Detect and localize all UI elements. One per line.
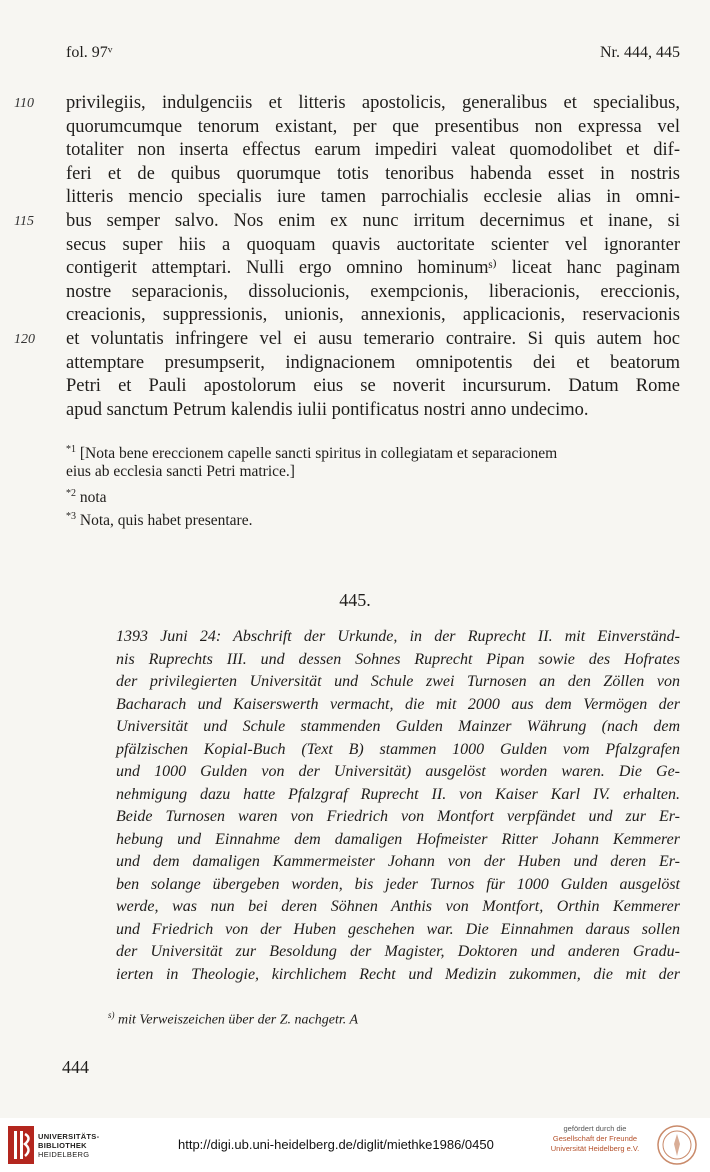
apparatus-text: mit Verweiszeichen über der Z. nachgetr. A xyxy=(118,1012,359,1028)
seal-icon xyxy=(656,1124,698,1166)
footnote-text: nota xyxy=(79,489,107,507)
footnote-mark: *3 xyxy=(66,511,76,522)
regest-line: Beide Turnosen waren von Friedrich von Montfort verpfändet und zur Er- xyxy=(116,808,680,825)
apparatus-mark: s) xyxy=(108,1010,115,1020)
regest-line: pfälzischen Kopial-Buch (Text B) stammen 1000 Gulden vom Pfalzgrafen xyxy=(116,740,680,758)
body-line: apud sanctum Petrum kalendis iulii pontificatus nostri anno undecimo. xyxy=(66,399,589,420)
library-name xyxy=(38,1132,99,1159)
regest-line: und 1000 Gulden von der Universität) ausgelöst worden waren. Die Ge- xyxy=(116,763,680,780)
sponsor-note xyxy=(540,1124,650,1154)
regest-line: Bacharach und Kaiserswerth vermacht, die mit 2000 aus dem Vermögen der xyxy=(116,695,680,713)
body-line: feri et de quibus quorumque totis tenoribus habenda esset in nostris xyxy=(66,163,680,184)
sponsor-line: Gesellschaft der Freunde xyxy=(552,1134,638,1143)
footnote-1 xyxy=(66,440,557,464)
footer-bar xyxy=(0,1118,710,1172)
sponsor-line: gefördert durch die xyxy=(563,1124,627,1133)
library-logo-icon xyxy=(8,1126,34,1164)
regest-line: Universität und Schule stammenden Gulden Mainzer Währung (nach dem xyxy=(116,718,680,735)
document-number: 445. xyxy=(339,590,371,610)
body-line: secus super hiis a quoquam quavis auctoritate scienter vel ignoranter xyxy=(66,234,680,255)
footnote-2 xyxy=(66,484,107,508)
body-line: quorumcumque tenorum existant, per que presentibus non expressa vel xyxy=(66,116,680,137)
body-line: et voluntatis infringere vel ei ausu temerario contraire. Si quis autem hoc xyxy=(66,329,680,349)
body-line: creacionis, suppressionis, unionis, annexionis, applicacionis, reservacionis xyxy=(66,305,680,326)
footnote-text: [Nota bene ereccionem capelle sancti spiritus in collegiatam et separacionem xyxy=(79,445,558,463)
body-line: litteris mencio specialis iure tamen parrochialis ecclesie alias in omni- xyxy=(66,187,680,208)
regest-line: der privilegierten Universität und Schule zwei Turnosen an den Zöllen von xyxy=(116,673,680,690)
footnote-1-continued xyxy=(66,462,295,482)
source-url-link[interactable]: http://digi.ub.uni-heidelberg.de/diglit/miethke1986/0450 xyxy=(178,1137,494,1152)
regest-line: nis Ruprechts III. und dessen Sohnes Ruprecht Pipan sowie des Hofrates xyxy=(116,650,680,668)
line-number-110: 110 xyxy=(14,96,34,111)
page-number: 444 xyxy=(62,1057,89,1077)
library-name-line: HEIDELBERG xyxy=(38,1150,90,1159)
footnote-text: eius ab ecclesia sancti Petri matrice.] xyxy=(66,463,295,480)
body-line: contigerit attemptari. Nulli ergo omnino hominumˢ⁾ liceat hanc paginam xyxy=(66,258,680,279)
regest-line: der Universität zur Besoldung der Magister, Doktoren und anderen Gradu- xyxy=(116,943,680,960)
line-number-120: 120 xyxy=(14,332,35,347)
apparatus-note xyxy=(108,1010,358,1029)
library-name-line: UNIVERSITÄTS- xyxy=(38,1132,100,1141)
library-name-line: BIBLIOTHEK xyxy=(38,1141,87,1150)
body-line: totaliter non inserta effectus earum impediri valeat quomodolibet et dif- xyxy=(66,140,680,161)
body-line: privilegiis, indulgenciis et litteris apostolicis, generalibus et specialibus, xyxy=(66,93,680,113)
regest-line: hebung und Einnahme dem damaligen Hofmeister Ritter Johann Kemmerer xyxy=(116,830,680,848)
body-line: attemptare presumpserit, indignacionem omnipotentis dei et beatorum xyxy=(66,352,680,373)
regest-line: und dem damaligen Kammermeister Johann von der Huben und deren Er- xyxy=(116,853,680,870)
folio-label: fol. 97ᵛ xyxy=(66,44,113,61)
body-line: Petri et Pauli apostolorum eius se noverit incursurum. Datum Rome xyxy=(66,376,680,397)
regest-line: ierten in Theologie, kirchlichem Recht und Medizin zukommen, die mit der xyxy=(116,965,680,983)
footnote-text: Nota, quis habet presentare. xyxy=(79,512,253,530)
regest-line: ben solange übergeben worden, bis jeder Turnos für 1000 Gulden ausgelöst xyxy=(116,875,680,893)
footnote-mark: *2 xyxy=(66,488,76,499)
document-numbers: Nr. 444, 445 xyxy=(600,44,680,61)
footnote-3 xyxy=(66,507,252,531)
body-line: bus semper salvo. Nos enim ex nunc irritum decernimus et inane, si xyxy=(66,211,680,231)
regest-line: nehmigung dazu hatte Pfalzgraf Ruprecht II. von Kaiser Karl IV. erhalten. xyxy=(116,785,680,803)
regest-line: und Friedrich von der Huben geschehen war. Die Einnahmen daraus sollen xyxy=(116,920,680,938)
line-number-115: 115 xyxy=(14,214,34,229)
footnote-mark: *1 xyxy=(66,444,76,455)
regest-line: 1393 Juni 24: Abschrift der Urkunde, in der Ruprecht II. mit Einverständ- xyxy=(116,628,680,645)
body-line: nostre separacionis, dissolucionis, exempcionis, liberacionis, ereccionis, xyxy=(66,281,680,302)
sponsor-line: Universität Heidelberg e.V. xyxy=(550,1144,640,1153)
regest-line: werde, was nun bei deren Söhnen Anthis von Montfort, Orthin Kemmerer xyxy=(116,898,680,915)
